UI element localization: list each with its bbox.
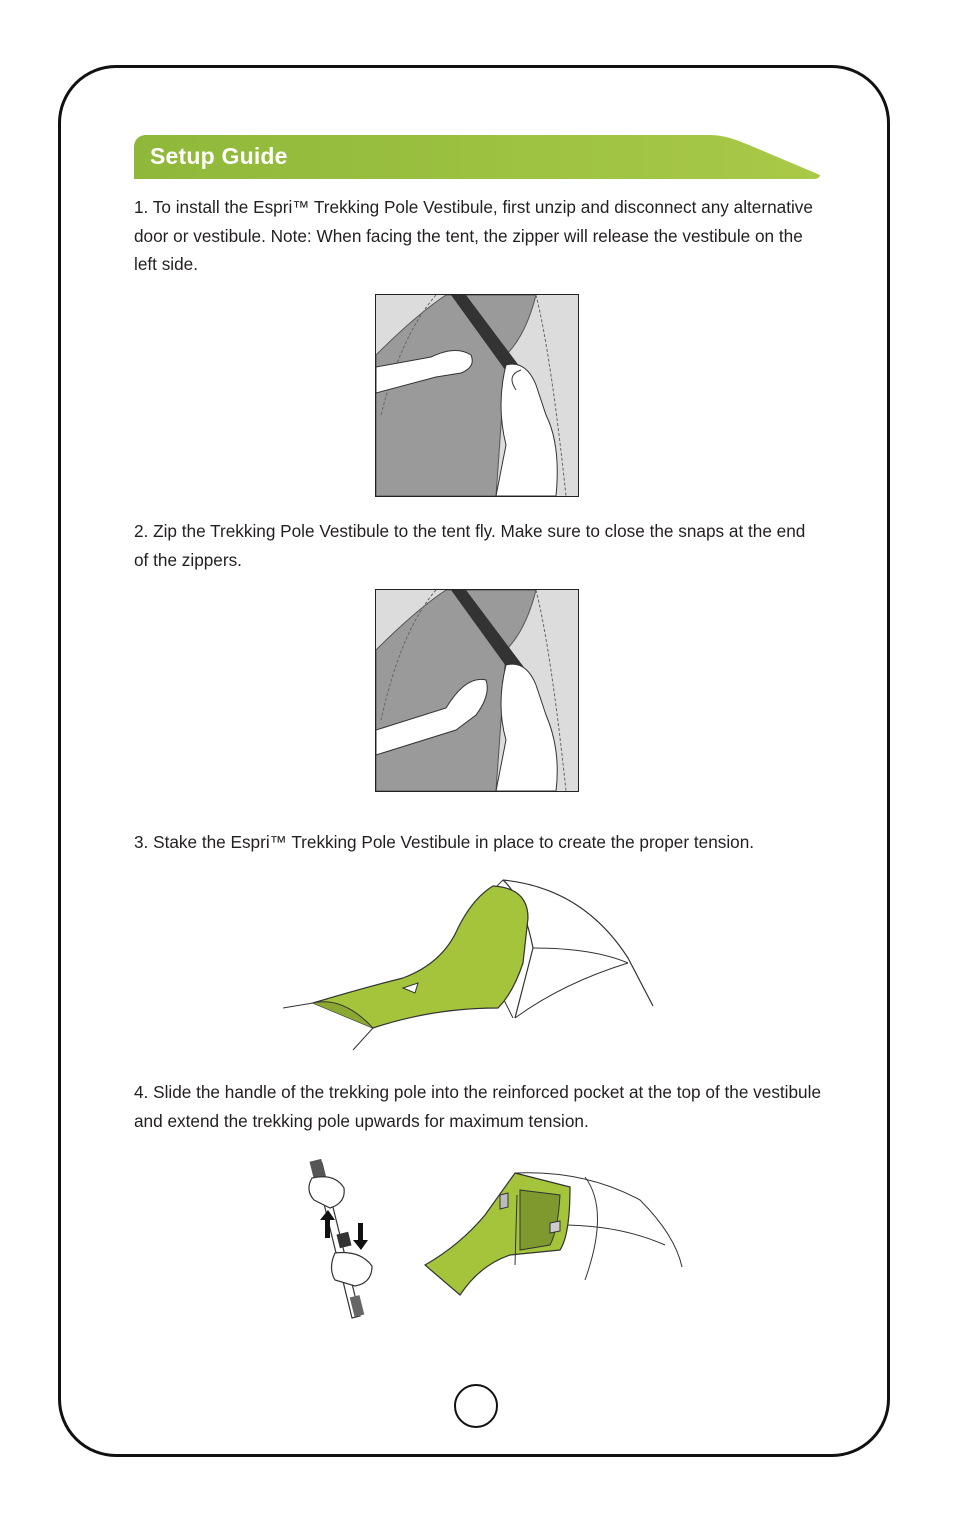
- section-title: Setup Guide: [150, 143, 288, 169]
- step-4-text: 4. Slide the handle of the trekking pole into the reinforced pocket at the top of the vestibule and extend the trekking pole upwards for maximum tension.: [134, 1082, 821, 1131]
- tent-with-pole-illustration: [420, 1165, 685, 1300]
- staked-vestibule-illustration: [283, 878, 663, 1053]
- unzip-vestibule-illustration: [375, 294, 579, 497]
- page-number-circle: [454, 1384, 498, 1428]
- tent-vestibule-icon: [283, 878, 663, 1053]
- zip-vestibule-illustration: [375, 589, 579, 792]
- step-3-text: 3. Stake the Espri™ Trekking Pole Vestibule in place to create the proper tension.: [134, 832, 755, 852]
- trekking-pole-icon: [300, 1158, 385, 1323]
- section-banner: [134, 135, 820, 179]
- tent-pitched-icon: [420, 1165, 685, 1300]
- step-1-text: 1. To install the Espri™ Trekking Pole Vestibule, first unzip and disconnect any alternative door or vestibule. Note: When facing the tent, the zipper will release the vestibule on the left side.: [134, 197, 813, 274]
- hands-unzipping-icon: [376, 295, 578, 496]
- trekking-pole-illustration: [300, 1158, 385, 1323]
- hands-zipping-icon: [376, 590, 578, 791]
- step-2-text: 2. Zip the Trekking Pole Vestibule to the tent fly. Make sure to close the snaps at the end of the zippers.: [134, 521, 806, 570]
